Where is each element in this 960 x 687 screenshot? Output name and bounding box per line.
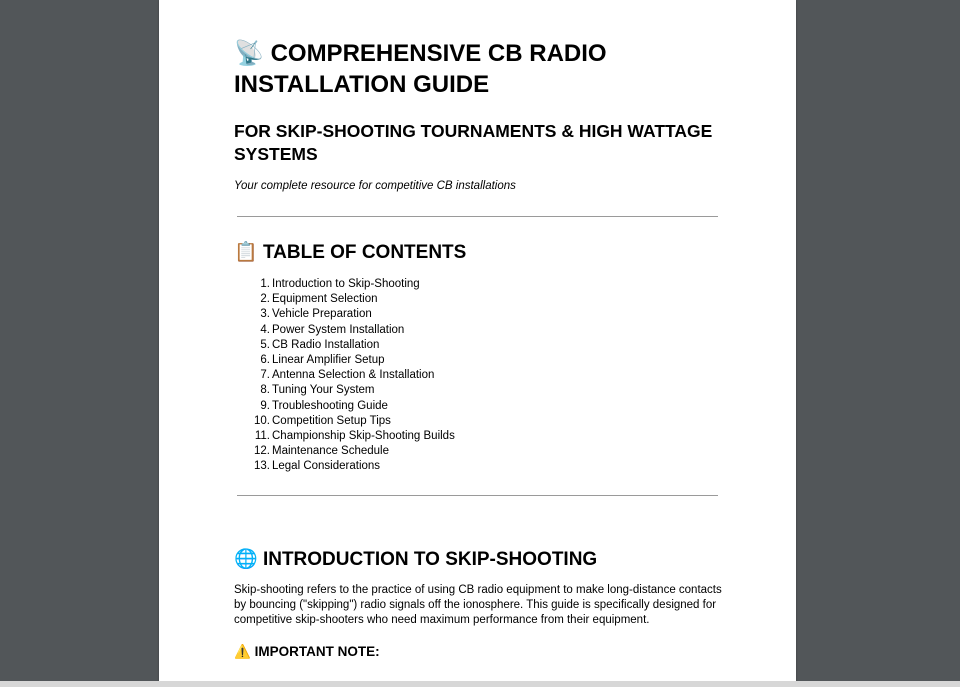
toc-item xyxy=(234,444,721,459)
globe-icon: 🌐 xyxy=(234,548,258,570)
intro-paragraph: Skip-shooting refers to the practice of using CB radio equipment to make long-distance contacts by bouncing ("skipping") radio signals off the ionosphere. This guide is specifically designed for competitive skip-shooters who need maximum performance from their equipment. xyxy=(234,584,722,627)
toc-item xyxy=(234,429,721,444)
toc-item-label: Equipment Selection xyxy=(272,293,378,306)
toc-item xyxy=(234,414,721,429)
satellite-dish-icon: 📡 xyxy=(234,39,264,67)
toc-item-number: 3. xyxy=(260,308,270,321)
toc-item xyxy=(234,399,721,414)
toc-item-number: 9. xyxy=(260,399,270,412)
document-subtitle: FOR SKIP-SHOOTING TOURNAMENTS & HIGH WATTAGE SYSTEMS xyxy=(234,121,713,164)
divider xyxy=(237,216,718,217)
toc-item xyxy=(234,459,721,474)
warning-icon: ⚠️ xyxy=(234,644,251,660)
toc-item-number: 5. xyxy=(260,338,270,351)
toc-item xyxy=(234,277,721,292)
toc-item xyxy=(234,338,721,353)
document-tagline: Your complete resource for competitive CB installations xyxy=(234,180,516,192)
intro-heading-text: INTRODUCTION TO SKIP-SHOOTING xyxy=(262,549,598,570)
toc-item-label: Competition Setup Tips xyxy=(272,414,391,427)
important-note-text: IMPORTANT NOTE: xyxy=(254,644,380,659)
toc-item-number: 10. xyxy=(254,414,270,427)
toc-item-label: Legal Considerations xyxy=(272,460,381,473)
intro-heading xyxy=(234,547,597,572)
toc-item-number: 11. xyxy=(254,429,270,442)
toc-item-number: 6. xyxy=(260,353,270,366)
toc-item-label: Antenna Selection & Installation xyxy=(272,369,435,382)
toc-item-number: 1. xyxy=(260,278,270,290)
divider xyxy=(237,495,718,496)
toc-item xyxy=(234,353,721,368)
toc-item-label: Championship Skip-Shooting Builds xyxy=(272,429,455,442)
toc-item-label: Power System Installation xyxy=(272,323,405,336)
toc-item-number: 7. xyxy=(260,369,270,382)
clipboard-icon: 📋 xyxy=(234,241,258,263)
toc-item xyxy=(234,383,721,398)
toc-item xyxy=(234,323,721,338)
document-title-text: COMPREHENSIVE CB RADIO INSTALLATION GUIDE xyxy=(234,40,607,98)
important-note-heading xyxy=(234,643,380,661)
document-title xyxy=(234,38,721,100)
toc-item-label: Vehicle Preparation xyxy=(272,308,372,321)
toc-item-number: 12. xyxy=(254,445,270,458)
toc-item-number: 13. xyxy=(254,460,270,473)
toc-item-number: 2. xyxy=(260,293,270,306)
toc-item-number: 4. xyxy=(260,323,270,336)
toc-item-label: CB Radio Installation xyxy=(272,338,380,351)
toc-item-label: Linear Amplifier Setup xyxy=(272,353,385,366)
document-page xyxy=(159,0,796,681)
toc-item-label: Troubleshooting Guide xyxy=(272,399,388,412)
toc-item-label: Maintenance Schedule xyxy=(272,445,389,458)
toc-list xyxy=(234,277,721,474)
toc-item-label: Tuning Your System xyxy=(272,384,375,397)
toc-item xyxy=(234,368,721,383)
toc-item-label: Introduction to Skip-Shooting xyxy=(272,278,420,290)
toc-heading xyxy=(234,240,466,265)
toc-heading-text: TABLE OF CONTENTS xyxy=(262,242,467,263)
horizontal-scrollbar[interactable] xyxy=(0,681,960,687)
toc-item-number: 8. xyxy=(260,384,270,397)
toc-item xyxy=(234,292,721,307)
toc-item xyxy=(234,307,721,322)
